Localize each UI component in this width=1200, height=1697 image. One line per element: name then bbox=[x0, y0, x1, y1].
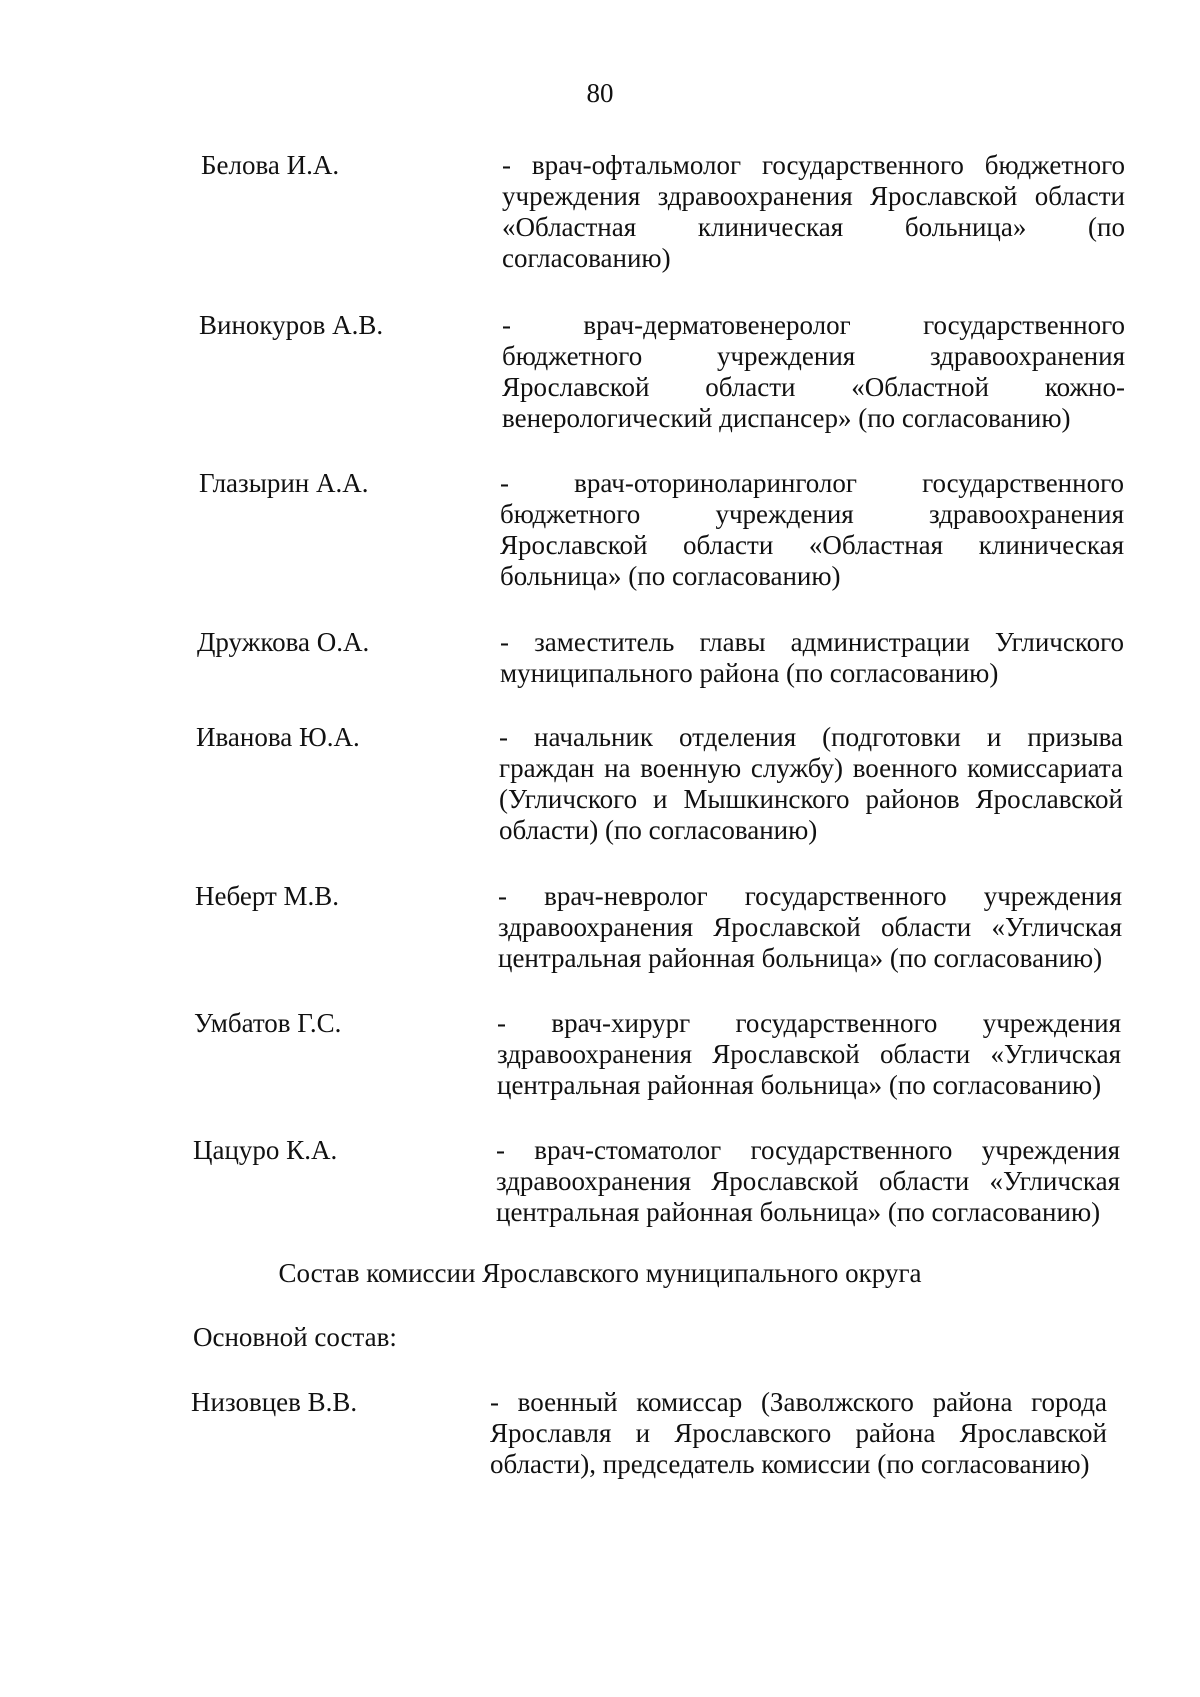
member-role: - начальник отделения (подготовки и призыва граждан на военную службу) военного комиссариата (Угличского и Мышкинского районов Ярославской области) (по согласованию) bbox=[499, 722, 1123, 845]
member-role: - врач-дерматовенеролог государственного бюджетного учреждения здравоохранения Ярославской области «Областной кожно-венерологический диспансер» (по согласованию) bbox=[502, 310, 1125, 433]
member-name: Винокуров А.В. bbox=[199, 310, 384, 340]
chair-role: - военный комиссар (Заволжского района города Ярославля и Ярославского района Ярославской области), председатель комиссии (по согласованию) bbox=[490, 1387, 1107, 1479]
member-role: - врач-офтальмолог государственного бюджетного учреждения здравоохранения Ярославской области «Областная клиническая больница» (по согласованию) bbox=[502, 150, 1125, 273]
member-name: Глазырин А.А. bbox=[199, 468, 369, 498]
member-role: - врач-хирург государственного учреждения здравоохранения Ярославской области «Угличская центральная районная больница» (по согласованию) bbox=[497, 1008, 1121, 1100]
member-role: - врач-оториноларинголог государственного бюджетного учреждения здравоохранения Ярославской области «Областная клиническая больница» (по согласованию) bbox=[500, 468, 1124, 591]
member-role: - заместитель главы администрации Угличского муниципального района (по согласованию) bbox=[500, 627, 1124, 688]
page-number: 80 bbox=[586, 78, 614, 108]
member-name: Неберт М.В. bbox=[195, 881, 340, 911]
member-name: Дружкова О.А. bbox=[197, 627, 370, 657]
member-role: - врач-невролог государственного учреждения здравоохранения Ярославской области «Угличская центральная районная больница» (по согласованию) bbox=[498, 881, 1122, 973]
member-role: - врач-стоматолог государственного учреждения здравоохранения Ярославской области «Угличская центральная районная больница» (по согласованию) bbox=[496, 1135, 1120, 1227]
member-name: Умбатов Г.С. bbox=[194, 1008, 342, 1038]
member-name: Цацуро К.А. bbox=[193, 1135, 338, 1165]
subsection-label: Основной состав: bbox=[193, 1322, 397, 1352]
member-name: Белова И.А. bbox=[201, 150, 340, 180]
member-name: Иванова Ю.А. bbox=[196, 722, 360, 752]
chair-name: Низовцев В.В. bbox=[191, 1387, 358, 1417]
section-title: Состав комиссии Ярославского муниципального округа bbox=[278, 1258, 922, 1288]
